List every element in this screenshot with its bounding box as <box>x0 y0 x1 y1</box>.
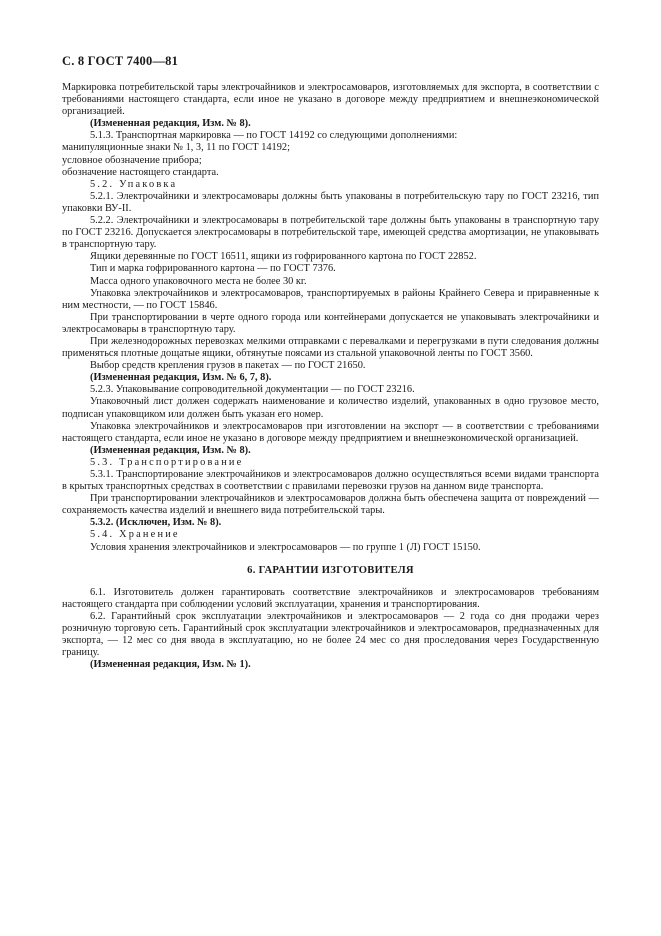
paragraph: 5.2.3. Упаковывание сопроводительной документации — по ГОСТ 23216. <box>90 384 415 396</box>
paragraph: 6.2. Гарантийный срок эксплуатации электрочайников и электросамоваров — 2 года со дня продажи через розничную торговую сеть. Гарантийный срок эксплуатации электрочайников и электросамоваров, предназначенных для экспорта, — 12 мес со дня ввода в эксплуатацию, но не более 24 мес со дня проследования через Государственную границу. <box>62 610 599 659</box>
amendment-note: (Измененная редакция, Изм. № 1). <box>90 659 251 671</box>
paragraph: Маркировка потребительской тары электрочайников и электросамоваров, изготовляемых для экспорта, в соответствии с требованиями настоящего стандарта, если иное не указано в договоре между предприятием и внешнеэкономической организацией. <box>62 82 599 118</box>
paragraph: При железнодорожных перевозках мелкими отправками с перевалками и перегрузками в пути следования должны применяться плотные дощатые ящики, обтянутые поясами из стальной упаковочной ленты по ГОСТ 3560. <box>62 335 599 360</box>
paragraph: 5.2.2. Электрочайники и электросамовары в потребительской таре должны быть упакованы в транспортную тару по ГОСТ 23216. Допускается электросамовары в потребительской таре, имеющей средства амортизации, не упаковывать в транспортную тару. <box>62 215 599 251</box>
paragraph: При транспортировании в черте одного города или контейнерами допускается не упаковывать электрочайники и электросамовары в транспортную тару. <box>62 311 599 335</box>
paragraph: Масса одного упаковочного места не более 30 кг. <box>90 275 307 287</box>
paragraph: 5.1.3. Транспортная маркировка — по ГОСТ 14192 со следующими дополнениями: <box>90 130 458 142</box>
amendment-note: 5.3.2. (Исключен, Изм. № 8). <box>90 517 222 529</box>
paragraph: обозначение настоящего стандарта. <box>62 166 219 178</box>
paragraph: манипуляционные знаки № 1, 3, 11 по ГОСТ 14192; <box>62 142 290 154</box>
amendment-note: (Измененная редакция, Изм. № 6, 7, 8). <box>90 372 272 384</box>
paragraph: Ящики деревянные по ГОСТ 16511, ящики из гофрированного картона по ГОСТ 22852. <box>90 251 477 263</box>
paragraph: Выбор средств крепления грузов в пакетах — по ГОСТ 21650. <box>90 360 366 372</box>
paragraph: Упаковка электрочайников и электросамоваров, транспортируемых в районы Крайнего Севера и приравненные к ним местности, — по ГОСТ 15846. <box>62 287 599 311</box>
amendment-note: (Измененная редакция, Изм. № 8). <box>90 444 251 456</box>
subsection-heading: 5.2. Упаковка <box>90 178 178 190</box>
paragraph: 6.1. Изготовитель должен гарантировать соответствие электрочайников и электросамоваров требованиям настоящего стандарта при соблюдении условий эксплуатации, хранения и транспортирования. <box>62 586 599 610</box>
paragraph: условное обозначение прибора; <box>62 154 202 166</box>
paragraph: 5.2.1. Электрочайники и электросамовары должны быть упакованы в потребительскую тару по ГОСТ 23216, тип упаковки ВУ-II. <box>62 190 599 214</box>
paragraph: Тип и марка гофрированного картона — по ГОСТ 7376. <box>90 263 336 275</box>
section-title: 6. ГАРАНТИИ ИЗГОТОВИТЕЛЯ <box>247 564 414 576</box>
subsection-heading: 5.3. Транспортирование <box>90 456 244 468</box>
amendment-note: (Измененная редакция, Изм. № 8). <box>90 118 251 130</box>
paragraph: Упаковка электрочайников и электросамоваров при изготовлении на экспорт — в соответствии с требованиями настоящего стандарта, если иное не указано в договоре между предприятием и внешнеэкономической организацией. <box>62 420 599 444</box>
document-body <box>62 82 599 671</box>
paragraph: Условия хранения электрочайников и электросамоваров — по группе 1 (Л) ГОСТ 15150. <box>90 541 481 553</box>
page-header: С. 8 ГОСТ 7400—81 <box>62 54 179 68</box>
paragraph: 5.3.1. Транспортирование электрочайников и электросамоваров должно осуществляться всеми видами транспорта в крытых транспортных средствах в соответствии с правилами перевозки грузов на данном виде транспорта. <box>62 469 599 493</box>
paragraph: Упаковочный лист должен содержать наименование и количество изделий, упакованных в одно грузовое место, подписан упаковщиком или должен быть указан его номер. <box>62 396 599 420</box>
subsection-heading: 5.4. Хранение <box>90 529 180 541</box>
paragraph: При транспортировании электрочайников и электросамоваров должна быть обеспечена защита от повреждений — сохраняемость качества изделий и внешнего вида потребительской тары. <box>62 493 599 517</box>
